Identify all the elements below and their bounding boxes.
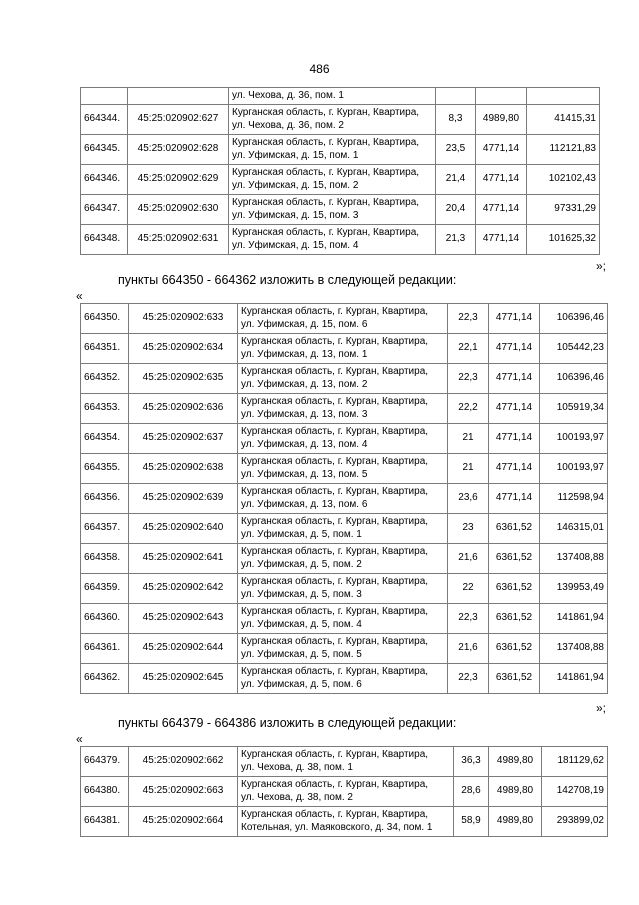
area: 23,6 xyxy=(448,484,489,514)
total-value: 141861,94 xyxy=(540,604,608,634)
total-value: 139953,49 xyxy=(540,574,608,604)
row-number: 664358. xyxy=(81,544,129,574)
row-number: 664359. xyxy=(81,574,129,604)
cadastral-number xyxy=(128,88,229,105)
row-number: 664350. xyxy=(81,304,129,334)
address xyxy=(238,394,448,424)
total-value xyxy=(527,88,600,105)
cadastral-number: 45:25:020902:641 xyxy=(129,544,238,574)
address-line-1: Курганская область, г. Курган, Квартира, xyxy=(241,306,429,317)
register-table-2 xyxy=(80,303,608,694)
address-line-2: ул. Уфимская, д. 13, пом. 1 xyxy=(241,348,368,360)
unit-price: 6361,52 xyxy=(489,544,540,574)
cadastral-number: 45:25:020902:664 xyxy=(129,807,238,837)
address-line-2: ул. Уфимская, д. 5, пом. 2 xyxy=(241,558,362,570)
unit-price: 4771,14 xyxy=(476,225,527,255)
unit-price: 4989,80 xyxy=(489,747,542,777)
address xyxy=(238,747,454,777)
opening-quote: « xyxy=(76,732,83,746)
address-line-2: ул. Уфимская, д. 15, пом. 4 xyxy=(232,239,359,251)
area: 21 xyxy=(448,424,489,454)
row-number: 664355. xyxy=(81,454,129,484)
row-number: 664347. xyxy=(81,195,128,225)
address-line-2: ул. Чехова, д. 38, пом. 2 xyxy=(241,791,353,803)
address-line-2: ул. Уфимская, д. 13, пом. 3 xyxy=(241,408,368,420)
total-value: 100193,97 xyxy=(540,424,608,454)
address-line-1: Курганская область, г. Курган, Квартира, xyxy=(232,137,420,148)
unit-price: 4989,80 xyxy=(476,105,527,135)
address-line-1: Курганская область, г. Курган, Квартира, xyxy=(232,167,420,178)
address-line-2: ул. Уфимская, д. 13, пом. 2 xyxy=(241,378,368,390)
address-line-2: ул. Уфимская, д. 15, пом. 6 xyxy=(241,318,368,330)
address-line-1: Курганская область, г. Курган, Квартира, xyxy=(241,546,429,557)
unit-price: 4771,14 xyxy=(489,424,540,454)
address-line-1: ул. Чехова, д. 36, пом. 1 xyxy=(232,89,344,101)
address-line-1: Курганская область, г. Курган, Квартира, xyxy=(232,227,420,238)
total-value: 41415,31 xyxy=(527,105,600,135)
unit-price: 4771,14 xyxy=(489,484,540,514)
address-line-1: Курганская область, г. Курган, Квартира, xyxy=(241,636,429,647)
unit-price: 4989,80 xyxy=(489,777,542,807)
cadastral-number: 45:25:020902:662 xyxy=(129,747,238,777)
table-row xyxy=(81,135,600,165)
address xyxy=(238,364,448,394)
address xyxy=(238,424,448,454)
address xyxy=(238,514,448,544)
total-value: 137408,88 xyxy=(540,544,608,574)
address-line-1: Курганская область, г. Курган, Квартира, xyxy=(232,197,420,208)
unit-price: 6361,52 xyxy=(489,664,540,694)
address-line-2: ул. Уфимская, д. 15, пом. 2 xyxy=(232,179,359,191)
area: 23 xyxy=(448,514,489,544)
total-value: 105442,23 xyxy=(540,334,608,364)
address-line-1: Курганская область, г. Курган, Квартира, xyxy=(241,749,429,760)
area: 22,3 xyxy=(448,664,489,694)
row-number: 664379. xyxy=(81,747,129,777)
cadastral-number: 45:25:020902:644 xyxy=(129,634,238,664)
cadastral-number: 45:25:020902:627 xyxy=(128,105,229,135)
row-number: 664345. xyxy=(81,135,128,165)
amendment-paragraph: пункты 664350 - 664362 изложить в следующей редакции: xyxy=(118,273,457,287)
amendment-paragraph: пункты 664379 - 664386 изложить в следующей редакции: xyxy=(118,716,457,730)
cadastral-number: 45:25:020902:633 xyxy=(129,304,238,334)
area: 21,4 xyxy=(436,165,476,195)
address-line-2: ул. Уфимская, д. 15, пом. 1 xyxy=(232,149,359,161)
total-value: 106396,46 xyxy=(540,304,608,334)
total-value: 141861,94 xyxy=(540,664,608,694)
table-row xyxy=(81,777,608,807)
address xyxy=(229,88,436,105)
area: 22,1 xyxy=(448,334,489,364)
row-number: 664344. xyxy=(81,105,128,135)
total-value: 142708,19 xyxy=(542,777,608,807)
address-line-1: Курганская область, г. Курган, Квартира, xyxy=(241,396,429,407)
table-row xyxy=(81,454,608,484)
cadastral-number: 45:25:020902:645 xyxy=(129,664,238,694)
cadastral-number: 45:25:020902:639 xyxy=(129,484,238,514)
address-line-2: ул. Уфимская, д. 5, пом. 4 xyxy=(241,618,362,630)
cadastral-number: 45:25:020902:631 xyxy=(128,225,229,255)
area: 8,3 xyxy=(436,105,476,135)
table-row xyxy=(81,334,608,364)
unit-price: 6361,52 xyxy=(489,634,540,664)
address xyxy=(238,664,448,694)
address xyxy=(238,634,448,664)
unit-price: 4771,14 xyxy=(476,165,527,195)
area: 22 xyxy=(448,574,489,604)
row-number xyxy=(81,88,128,105)
table-row xyxy=(81,195,600,225)
unit-price: 4771,14 xyxy=(476,195,527,225)
total-value: 137408,88 xyxy=(540,634,608,664)
cadastral-number: 45:25:020902:663 xyxy=(129,777,238,807)
row-number: 664354. xyxy=(81,424,129,454)
cadastral-number: 45:25:020902:630 xyxy=(128,195,229,225)
unit-price: 4771,14 xyxy=(489,304,540,334)
unit-price: 4771,14 xyxy=(489,364,540,394)
address-line-2: Котельная, ул. Маяковского, д. 34, пом. 1 xyxy=(241,821,433,833)
row-number: 664381. xyxy=(81,807,129,837)
address-line-2: ул. Уфимская, д. 5, пом. 6 xyxy=(241,678,362,690)
total-value: 105919,34 xyxy=(540,394,608,424)
address-line-2: ул. Уфимская, д. 13, пом. 4 xyxy=(241,438,368,450)
cadastral-number: 45:25:020902:643 xyxy=(129,604,238,634)
unit-price xyxy=(476,88,527,105)
register-table-3 xyxy=(80,746,608,837)
address-line-2: ул. Чехова, д. 38, пом. 1 xyxy=(241,761,353,773)
table-row xyxy=(81,105,600,135)
total-value: 181129,62 xyxy=(542,747,608,777)
total-value: 102102,43 xyxy=(527,165,600,195)
area: 22,3 xyxy=(448,604,489,634)
address-line-1: Курганская область, г. Курган, Квартира, xyxy=(241,516,429,527)
cadastral-number: 45:25:020902:642 xyxy=(129,574,238,604)
table-row xyxy=(81,88,600,105)
address xyxy=(238,334,448,364)
address-line-1: Курганская область, г. Курган, Квартира, xyxy=(232,107,420,118)
cadastral-number: 45:25:020902:635 xyxy=(129,364,238,394)
table-row xyxy=(81,664,608,694)
unit-price: 4771,14 xyxy=(489,454,540,484)
unit-price: 4771,14 xyxy=(489,394,540,424)
address xyxy=(229,225,436,255)
area: 58,9 xyxy=(454,807,489,837)
address xyxy=(238,777,454,807)
total-value: 112598,94 xyxy=(540,484,608,514)
area: 20,4 xyxy=(436,195,476,225)
address-line-1: Курганская область, г. Курган, Квартира, xyxy=(241,666,429,677)
address-line-1: Курганская область, г. Курган, Квартира, xyxy=(241,486,429,497)
table-row xyxy=(81,574,608,604)
address xyxy=(238,574,448,604)
address-line-1: Курганская область, г. Курган, Квартира, xyxy=(241,576,429,587)
address xyxy=(238,454,448,484)
table-row xyxy=(81,424,608,454)
table-row xyxy=(81,394,608,424)
area: 21,6 xyxy=(448,544,489,574)
table-row xyxy=(81,165,600,195)
area: 36,3 xyxy=(454,747,489,777)
row-number: 664352. xyxy=(81,364,129,394)
closing-quote: »; xyxy=(596,259,607,273)
address-line-2: ул. Уфимская, д. 13, пом. 5 xyxy=(241,468,368,480)
closing-quote: »; xyxy=(596,701,607,715)
unit-price: 6361,52 xyxy=(489,514,540,544)
row-number: 664362. xyxy=(81,664,129,694)
address-line-1: Курганская область, г. Курган, Квартира, xyxy=(241,456,429,467)
row-number: 664356. xyxy=(81,484,129,514)
address xyxy=(238,544,448,574)
area: 28,6 xyxy=(454,777,489,807)
row-number: 664357. xyxy=(81,514,129,544)
table-row xyxy=(81,514,608,544)
address-line-2: ул. Уфимская, д. 15, пом. 3 xyxy=(232,209,359,221)
table-row xyxy=(81,807,608,837)
table-row xyxy=(81,304,608,334)
row-number: 664380. xyxy=(81,777,129,807)
row-number: 664351. xyxy=(81,334,129,364)
row-number: 664353. xyxy=(81,394,129,424)
row-number: 664360. xyxy=(81,604,129,634)
table-row xyxy=(81,747,608,777)
area: 22,2 xyxy=(448,394,489,424)
area: 21 xyxy=(448,454,489,484)
total-value: 146315,01 xyxy=(540,514,608,544)
area: 22,3 xyxy=(448,364,489,394)
row-number: 664348. xyxy=(81,225,128,255)
address-line-1: Курганская область, г. Курган, Квартира, xyxy=(241,809,429,820)
table-row xyxy=(81,364,608,394)
table-row xyxy=(81,634,608,664)
row-number: 664346. xyxy=(81,165,128,195)
area: 22,3 xyxy=(448,304,489,334)
unit-price: 4771,14 xyxy=(476,135,527,165)
total-value: 101625,32 xyxy=(527,225,600,255)
address-line-2: ул. Уфимская, д. 5, пом. 1 xyxy=(241,528,362,540)
total-value: 112121,83 xyxy=(527,135,600,165)
address xyxy=(229,165,436,195)
cadastral-number: 45:25:020902:629 xyxy=(128,165,229,195)
address xyxy=(229,105,436,135)
unit-price: 6361,52 xyxy=(489,604,540,634)
cadastral-number: 45:25:020902:637 xyxy=(129,424,238,454)
area: 21,3 xyxy=(436,225,476,255)
table-row xyxy=(81,604,608,634)
total-value: 97331,29 xyxy=(527,195,600,225)
register-table-1 xyxy=(80,87,600,255)
unit-price: 6361,52 xyxy=(489,574,540,604)
total-value: 106396,46 xyxy=(540,364,608,394)
cadastral-number: 45:25:020902:636 xyxy=(129,394,238,424)
area: 23,5 xyxy=(436,135,476,165)
address-line-1: Курганская область, г. Курган, Квартира, xyxy=(241,336,429,347)
address-line-2: ул. Уфимская, д. 13, пом. 6 xyxy=(241,498,368,510)
unit-price: 4771,14 xyxy=(489,334,540,364)
area xyxy=(436,88,476,105)
address xyxy=(238,807,454,837)
address-line-2: ул. Уфимская, д. 5, пом. 3 xyxy=(241,588,362,600)
address-line-2: ул. Чехова, д. 36, пом. 2 xyxy=(232,119,344,131)
opening-quote: « xyxy=(76,289,83,303)
table-row xyxy=(81,544,608,574)
address-line-2: ул. Уфимская, д. 5, пом. 5 xyxy=(241,648,362,660)
address-line-1: Курганская область, г. Курган, Квартира, xyxy=(241,366,429,377)
row-number: 664361. xyxy=(81,634,129,664)
total-value: 293899,02 xyxy=(542,807,608,837)
address-line-1: Курганская область, г. Курган, Квартира, xyxy=(241,606,429,617)
address-line-1: Курганская область, г. Курган, Квартира, xyxy=(241,779,429,790)
address xyxy=(238,484,448,514)
page-number: 486 xyxy=(309,62,330,76)
address-line-1: Курганская область, г. Курган, Квартира, xyxy=(241,426,429,437)
address xyxy=(238,304,448,334)
table-row xyxy=(81,225,600,255)
unit-price: 4989,80 xyxy=(489,807,542,837)
address xyxy=(229,135,436,165)
table-row xyxy=(81,484,608,514)
cadastral-number: 45:25:020902:638 xyxy=(129,454,238,484)
cadastral-number: 45:25:020902:634 xyxy=(129,334,238,364)
cadastral-number: 45:25:020902:640 xyxy=(129,514,238,544)
total-value: 100193,97 xyxy=(540,454,608,484)
area: 21,6 xyxy=(448,634,489,664)
cadastral-number: 45:25:020902:628 xyxy=(128,135,229,165)
address xyxy=(229,195,436,225)
address xyxy=(238,604,448,634)
